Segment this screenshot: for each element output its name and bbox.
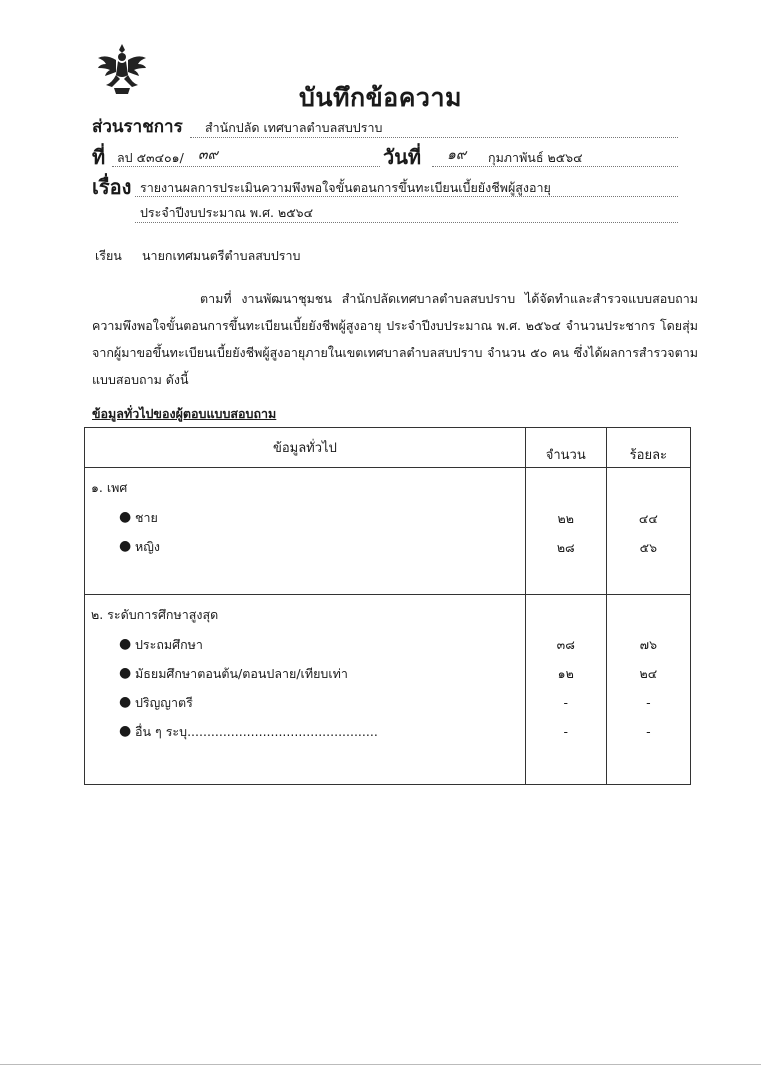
cell-count: ๓๘ (556, 637, 575, 652)
cell-count: ๑๒ (557, 666, 574, 681)
bullet-icon: ● (119, 694, 132, 710)
subject-line2: ประจำปีงบประมาณ พ.ศ. ๒๕๖๔ (140, 205, 314, 220)
agency-label: ส่วนราชการ (92, 117, 183, 137)
subject-dotline-2 (135, 222, 678, 223)
item-label: ชาย (135, 510, 158, 525)
header-count: จำนวน (525, 428, 606, 468)
list-item (91, 722, 525, 751)
list-item (91, 537, 525, 566)
item-label: หญิง (135, 539, 160, 554)
cell-percent: ๗๖ (639, 637, 658, 652)
header-percent: ร้อยละ (606, 428, 690, 468)
bullet-icon: ● (119, 723, 132, 739)
agency-value: สำนักปลัด เทศบาลตำบลสบปราบ (205, 120, 383, 135)
ref-dotline (112, 166, 380, 167)
table-header-row (85, 428, 691, 468)
bullet-icon: ● (119, 636, 132, 652)
section-heading: ข้อมูลทั่วไปของผู้ตอบแบบสอบถาม (92, 406, 277, 421)
section-title: ๑. เพศ (91, 480, 128, 495)
cell-percent: ๔๔ (638, 511, 658, 526)
ref-label: ที่ (92, 145, 106, 169)
cell-percent: - (646, 724, 651, 739)
ref-handwritten: ๓๙ (198, 147, 218, 163)
bullet-icon: ● (119, 665, 132, 681)
education-counts (525, 595, 606, 785)
cell-percent: - (646, 695, 651, 710)
agency-dotline (190, 137, 678, 138)
cell-count: - (563, 724, 569, 739)
subject-label: เรื่อง (92, 175, 132, 199)
memo-title: บันทึกข้อความ (299, 83, 462, 112)
gender-counts (525, 468, 606, 595)
gender-percents (606, 468, 690, 595)
cell-percent: ๕๖ (639, 540, 658, 555)
date-value: กุมภาพันธ์ ๒๕๖๔ (488, 150, 583, 165)
education-percents (606, 595, 690, 785)
list-item (91, 664, 525, 693)
list-item (91, 693, 525, 722)
section-title: ๒. ระดับการศึกษาสูงสุด (91, 607, 219, 622)
date-label: วันที่ (383, 145, 422, 169)
education-section (85, 595, 526, 785)
item-label: อื่น ๆ ระบุ................................................ (135, 724, 378, 739)
bullet-icon: ● (119, 538, 132, 554)
to-value: นายกเทศมนตรีตำบลสบปราบ (142, 248, 301, 263)
cell-count: - (563, 695, 569, 710)
scan-edge-line (0, 1064, 761, 1065)
date-handwritten: ๑๙ (447, 147, 467, 163)
body-paragraph: ตามที่ งานพัฒนาชุมชน สำนักปลัดเทศบาลตำบลสบปราบ ได้จัดทำและสำรวจแบบสอบถามความพึงพอใจขั้นตอนการขึ้นทะเบียนเบี้ยยังชีพผู้สูงอายุ ประจำปีงบประมาณ พ.ศ. ๒๕๖๔ จำนวนประชากร โดยสุ่มจากผู้มาขอขึ้นทะเบียนเบี้ยยังชีพผู้สูงอายุภายในเขตเทศบาลตำบลสบปราบ จำนวน ๕๐ คน ซึ่งได้ผลการสำรวจตามแบบสอบถาม ดังนี้ (92, 291, 698, 387)
bullet-icon: ● (119, 509, 132, 525)
item-label: ปริญญาตรี (135, 695, 193, 710)
item-label: ประถมศึกษา (135, 637, 203, 652)
list-item (91, 635, 525, 664)
cell-count: ๒๘ (556, 540, 575, 555)
to-label: เรียน (95, 248, 122, 263)
list-item (91, 508, 525, 537)
subject-dotline-1 (135, 196, 678, 197)
gender-section (85, 468, 526, 595)
table-row-gender (85, 468, 691, 595)
header-general-info: ข้อมูลทั่วไป (85, 428, 526, 468)
date-dotline (432, 166, 678, 167)
respondent-table (84, 427, 691, 785)
table-row-education (85, 595, 691, 785)
subject-line1: รายงานผลการประเมินความพึงพอใจขั้นตอนการขึ้นทะเบียนเบี้ยยังชีพผู้สูงอายุ (140, 180, 551, 195)
ref-value: ลป ๕๓๔๐๑/ (117, 150, 184, 165)
item-label: มัธยมศึกษาตอนต้น/ตอนปลาย/เทียบเท่า (135, 666, 348, 681)
cell-count: ๒๒ (557, 511, 574, 526)
cell-percent: ๒๔ (639, 666, 658, 681)
